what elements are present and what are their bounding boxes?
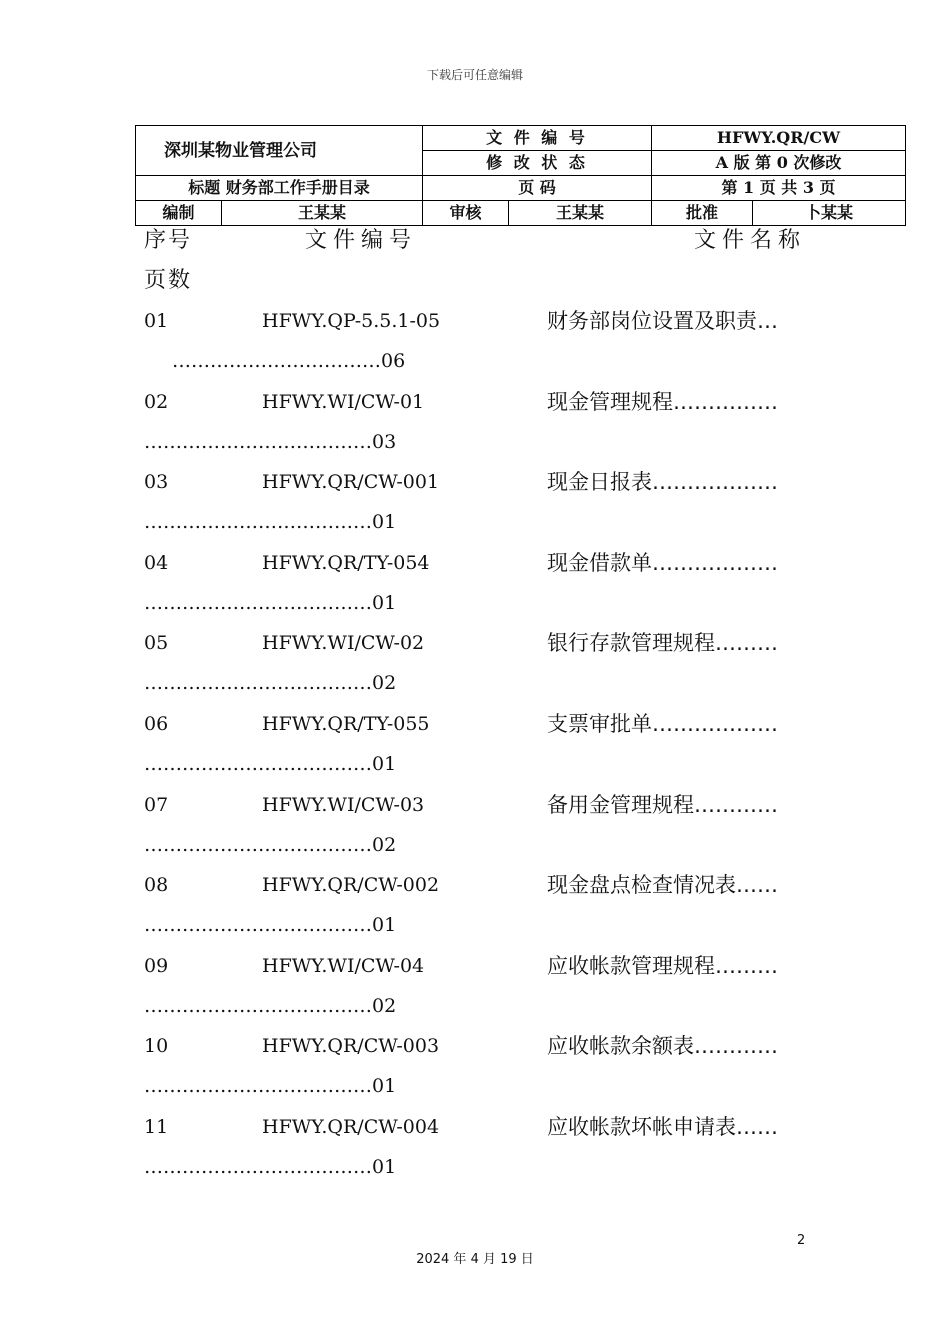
- entry-number: 05: [144, 632, 169, 655]
- entry-name: 应收帐款管理规程………: [547, 953, 778, 978]
- entry-name: 财务部岗位设置及职责…: [547, 309, 778, 333]
- toc-entry: [0, 550, 950, 630]
- reviewer-value: 王某某: [509, 201, 652, 226]
- toc-entry: [0, 953, 950, 1033]
- entry-name: 现金管理规程……………: [547, 389, 778, 414]
- entry-leader-pages: ………………………………02: [144, 833, 397, 856]
- entry-leader-pages: ……………………………06: [172, 350, 406, 372]
- revision-value: A 版 第 0 次修改: [652, 151, 906, 176]
- entry-leader-pages: ………………………………01: [144, 511, 397, 534]
- entry-leader-pages: ………………………………01: [144, 753, 397, 775]
- editor-label: 编制: [136, 201, 222, 226]
- column-code: 文件编号: [305, 228, 418, 253]
- entry-leader-pages: ………………………………01: [144, 1075, 397, 1098]
- entry-code: HFWY.QR/TY-055: [262, 713, 430, 735]
- entry-number: 07: [144, 793, 169, 816]
- toc-entry: [0, 872, 950, 952]
- entry-code: HFWY.QR/CW-003: [262, 1035, 440, 1058]
- column-name: 文件名称: [694, 228, 807, 253]
- company-name: 深圳某物业管理公司: [136, 126, 423, 176]
- entry-code: HFWY.WI/CW-03: [262, 793, 425, 816]
- entry-leader-pages: ………………………………01: [144, 591, 397, 614]
- toc-entry: [0, 308, 950, 388]
- entry-number: 11: [144, 1116, 169, 1138]
- entry-leader-pages: ………………………………03: [144, 430, 397, 453]
- page-number: 2: [797, 1233, 806, 1248]
- column-pages: 页数: [144, 268, 193, 293]
- toc-entry: [0, 1033, 950, 1113]
- entry-leader-pages: ………………………………02: [144, 994, 397, 1017]
- entry-number: 10: [144, 1035, 169, 1058]
- document-header-table: [135, 125, 906, 226]
- doc-no-value: HFWY.QR/CW: [652, 126, 906, 151]
- entry-name: 现金日报表………………: [547, 470, 778, 495]
- page-value: 第 1 页 共 3 页: [652, 176, 906, 201]
- entry-code: HFWY.QR/TY-054: [262, 551, 430, 574]
- page-label: 页 码: [423, 176, 652, 201]
- entry-code: HFWY.WI/CW-04: [262, 954, 425, 977]
- entry-number: 03: [144, 471, 169, 494]
- entry-leader-pages: ………………………………02: [144, 672, 397, 695]
- toc-entry: [0, 469, 950, 549]
- reviewer-label: 审核: [423, 201, 509, 226]
- footer-date: 2024 年 4 月 19 日: [416, 1252, 534, 1267]
- entry-number: 02: [144, 390, 169, 413]
- entry-code: HFWY.QR/CW-002: [262, 874, 440, 897]
- entry-number: 04: [144, 551, 169, 574]
- entry-name: 现金借款单………………: [547, 550, 778, 575]
- entry-number: 01: [144, 310, 169, 332]
- editor-value: 王某某: [222, 201, 423, 226]
- title-label: 标题 财务部工作手册目录: [136, 176, 423, 201]
- entry-code: HFWY.QP-5.5.1-05: [262, 310, 441, 332]
- entry-code: HFWY.WI/CW-02: [262, 632, 425, 655]
- entry-code: HFWY.WI/CW-01: [262, 390, 425, 413]
- entry-name: 备用金管理规程…………: [547, 792, 778, 817]
- toc-entry: [0, 1114, 950, 1194]
- entry-code: HFWY.QR/CW-001: [262, 471, 440, 494]
- doc-no-label: 文 件 编 号: [423, 126, 652, 151]
- entry-leader-pages: ………………………………01: [144, 914, 397, 937]
- approver-value: 卜某某: [753, 201, 906, 226]
- top-note: 下载后可任意编辑: [426, 68, 523, 82]
- entry-name: 应收帐款坏帐申请表……: [547, 1115, 778, 1139]
- entry-name: 银行存款管理规程………: [547, 631, 778, 656]
- approver-label: 批准: [652, 201, 753, 226]
- entry-leader-pages: ………………………………01: [144, 1156, 397, 1178]
- column-seq: 序号: [144, 228, 193, 253]
- toc-entry: [0, 389, 950, 469]
- entry-number: 08: [144, 874, 169, 897]
- entry-number: 09: [144, 954, 169, 977]
- entry-name: 支票审批单………………: [547, 712, 778, 736]
- entry-number: 06: [144, 713, 169, 735]
- toc-entry: [0, 711, 950, 791]
- entry-code: HFWY.QR/CW-004: [262, 1116, 440, 1138]
- revision-label: 修 改 状 态: [423, 151, 652, 176]
- toc-entry: [0, 630, 950, 710]
- entry-name: 应收帐款余额表…………: [547, 1034, 778, 1059]
- toc-entry: [0, 792, 950, 872]
- entry-name: 现金盘点检查情况表……: [547, 873, 778, 898]
